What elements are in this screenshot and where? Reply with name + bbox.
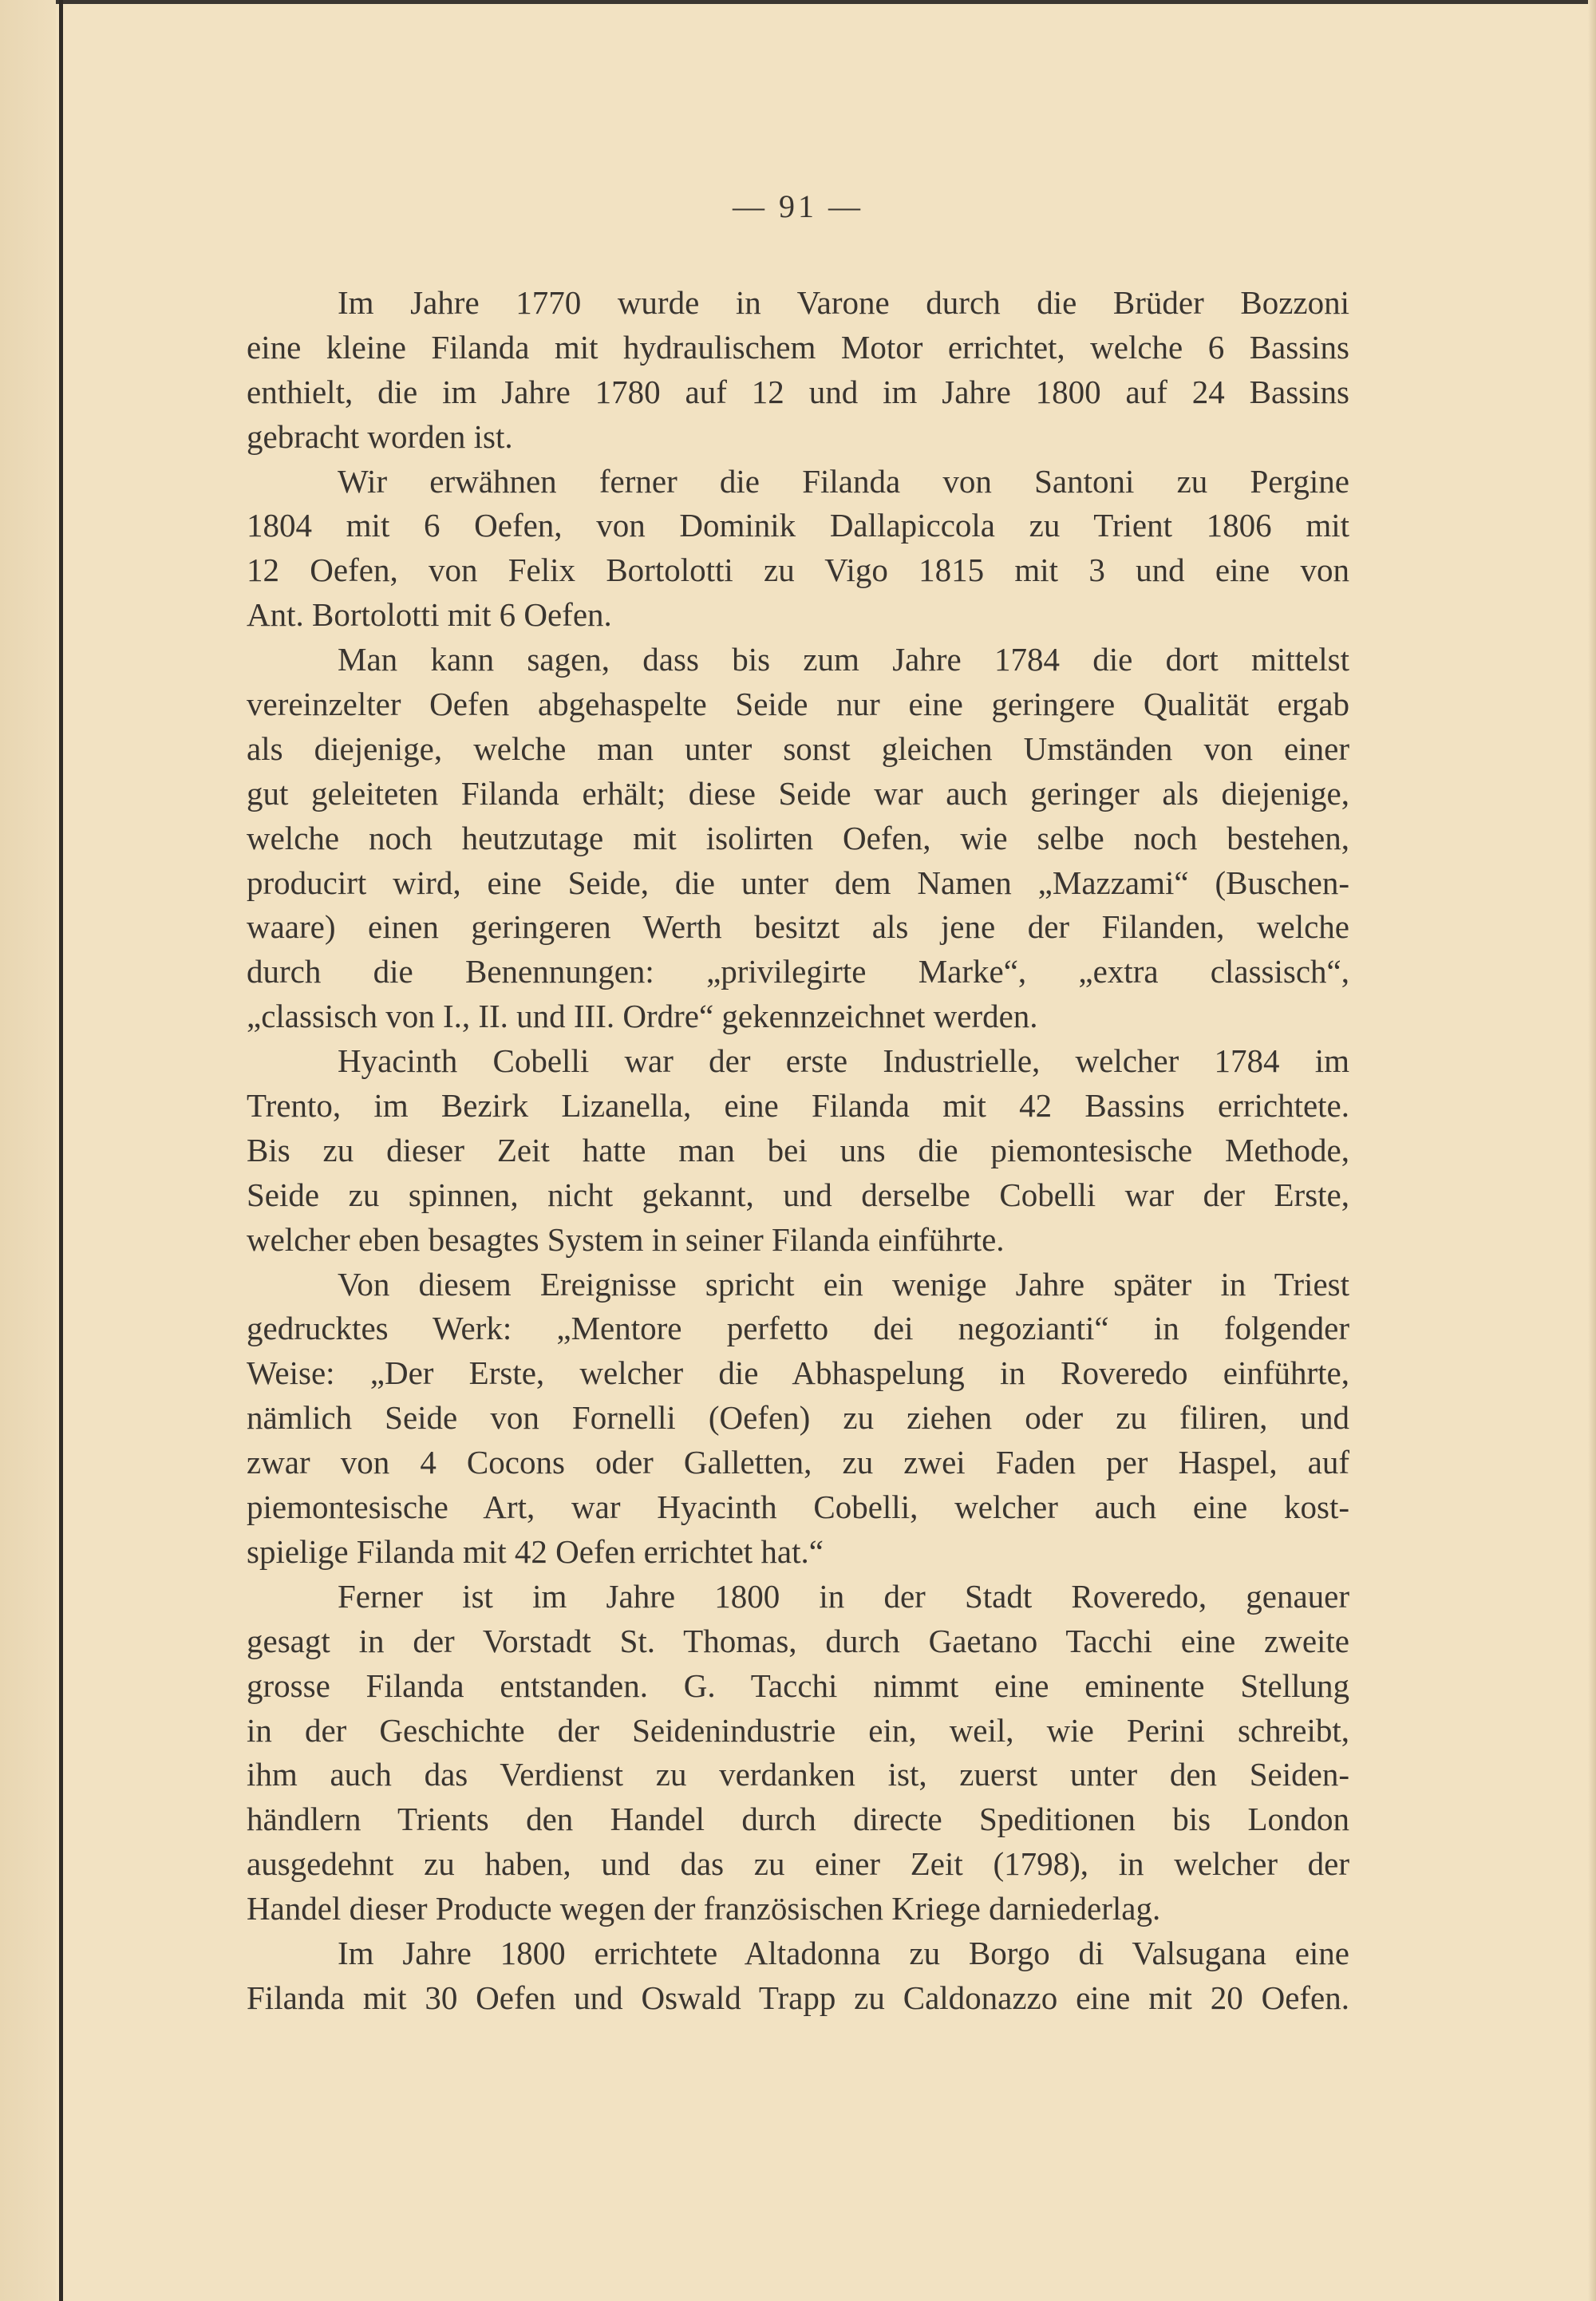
text-line: nämlich Seide von Fornelli (Oefen) zu ziehen oder zu filiren, und xyxy=(247,1399,1349,1437)
paragraph xyxy=(247,1931,1349,2021)
paragraph xyxy=(247,1263,1349,1575)
text-line: enthielt, die im Jahre 1780 auf 12 und im Jahre 1800 auf 24 Bassins xyxy=(247,373,1349,410)
text-line: gut geleiteten Filanda erhält; diese Seide war auch geringer als diejenige, xyxy=(247,774,1349,812)
text-line: welche noch heutzutage mit isolirten Oefen, wie selbe noch bestehen, xyxy=(247,819,1349,856)
body-text xyxy=(247,281,1349,2021)
paragraph xyxy=(247,281,1349,460)
text-line: Weise: „Der Erste, welcher die Abhaspelung in Roveredo einführte, xyxy=(247,1354,1349,1392)
text-line: producirt wird, eine Seide, die unter dem Namen „Mazzami“ (Buschen- xyxy=(247,864,1349,901)
page-top-border xyxy=(0,0,1596,4)
text-line: Filanda mit 30 Oefen und Oswald Trapp zu Caldonazzo eine mit 20 Oefen. xyxy=(247,1979,1349,2016)
paragraph xyxy=(247,638,1349,1039)
text-line: Seide zu spinnen, nicht gekannt, und derselbe Cobelli war der Erste, xyxy=(247,1176,1349,1213)
text-line: Hyacinth Cobelli war der erste Industrielle, welcher 1784 im xyxy=(338,1042,1349,1080)
text-line: Im Jahre 1770 wurde in Varone durch die Brüder Bozzoni xyxy=(338,284,1349,321)
text-line: piemontesische Art, war Hyacinth Cobelli, welcher auch eine kost- xyxy=(247,1489,1349,1526)
text-line: vereinzelter Oefen abgehaspelte Seide nur eine geringere Qualität ergab xyxy=(247,686,1349,723)
page-right-edge xyxy=(1588,0,1596,2301)
text-line: 1804 mit 6 Oefen, von Dominik Dallapiccola zu Trient 1806 mit xyxy=(247,507,1349,544)
text-line: 12 Oefen, von Felix Bortolotti zu Vigo 1815 mit 3 und eine von xyxy=(247,552,1349,589)
text-line: eine kleine Filanda mit hydraulischem Motor errichtet, welche 6 Bassins xyxy=(247,328,1349,366)
text-line: händlern Trients den Handel durch directe Speditionen bis London xyxy=(247,1801,1349,1838)
text-line: als diejenige, welche man unter sonst gleichen Umständen von einer xyxy=(247,729,1349,767)
text-line: Im Jahre 1800 errichtete Altadonna zu Borgo di Valsugana eine xyxy=(338,1934,1349,1971)
text-line: Von diesem Ereignisse spricht ein wenige Jahre später in Triest xyxy=(338,1265,1349,1303)
text-line: Handel dieser Producte wegen der französischen Kriege darniederlag. xyxy=(247,1890,1161,1927)
paragraph xyxy=(247,460,1349,639)
paragraph xyxy=(247,1039,1349,1262)
text-line: Trento, im Bezirk Lizanella, eine Filanda mit 42 Bassins errichtete. xyxy=(247,1087,1349,1125)
text-line: ihm auch das Verdienst zu verdanken ist, zuerst unter den Seiden- xyxy=(247,1756,1349,1793)
paragraph xyxy=(247,1575,1349,1931)
text-line: gedrucktes Werk: „Mentore perfetto dei negozianti“ in folgender xyxy=(247,1310,1349,1347)
text-line: Ant. Bortolotti mit 6 Oefen. xyxy=(247,596,612,634)
text-line: Man kann sagen, dass bis zum Jahre 1784 die dort mittelst xyxy=(338,641,1349,678)
text-line: „classisch von I., II. und III. Ordre“ gekennzeichnet werden. xyxy=(247,998,1038,1035)
text-line: Wir erwähnen ferner die Filanda von Santoni zu Pergine xyxy=(338,462,1349,500)
text-line: grosse Filanda entstanden. G. Tacchi nimmt eine eminente Stellung xyxy=(247,1666,1349,1704)
text-line: durch die Benennungen: „privilegirte Marke“, „extra classisch“, xyxy=(247,953,1349,990)
page-number: — 91 — xyxy=(733,188,863,224)
text-line: in der Geschichte der Seidenindustrie ein, weil, wie Perini schreibt, xyxy=(247,1711,1349,1749)
text-line: spielige Filanda mit 42 Oefen errichtet hat.“ xyxy=(247,1532,824,1570)
text-line: Bis zu dieser Zeit hatte man bei uns die piemontesische Methode, xyxy=(247,1131,1349,1168)
text-line: zwar von 4 Cocons oder Galletten, zu zwei Faden per Haspel, auf xyxy=(247,1444,1349,1481)
text-line: gesagt in der Vorstadt St. Thomas, durch Gaetano Tacchi eine zweite xyxy=(247,1622,1349,1659)
text-line: Ferner ist im Jahre 1800 in der Stadt Roveredo, genauer xyxy=(338,1577,1349,1615)
text-line: waare) einen geringeren Werth besitzt als jene der Filanden, welche xyxy=(247,908,1349,946)
binding-edge-line xyxy=(59,0,63,2301)
text-line: gebracht worden ist. xyxy=(247,417,513,455)
text-line: welcher eben besagtes System in seiner Filanda einführte. xyxy=(247,1220,1005,1258)
text-line: ausgedehnt zu haben, und das zu einer Zeit (1798), in welcher der xyxy=(247,1845,1349,1883)
page-left-margin xyxy=(0,0,56,2301)
